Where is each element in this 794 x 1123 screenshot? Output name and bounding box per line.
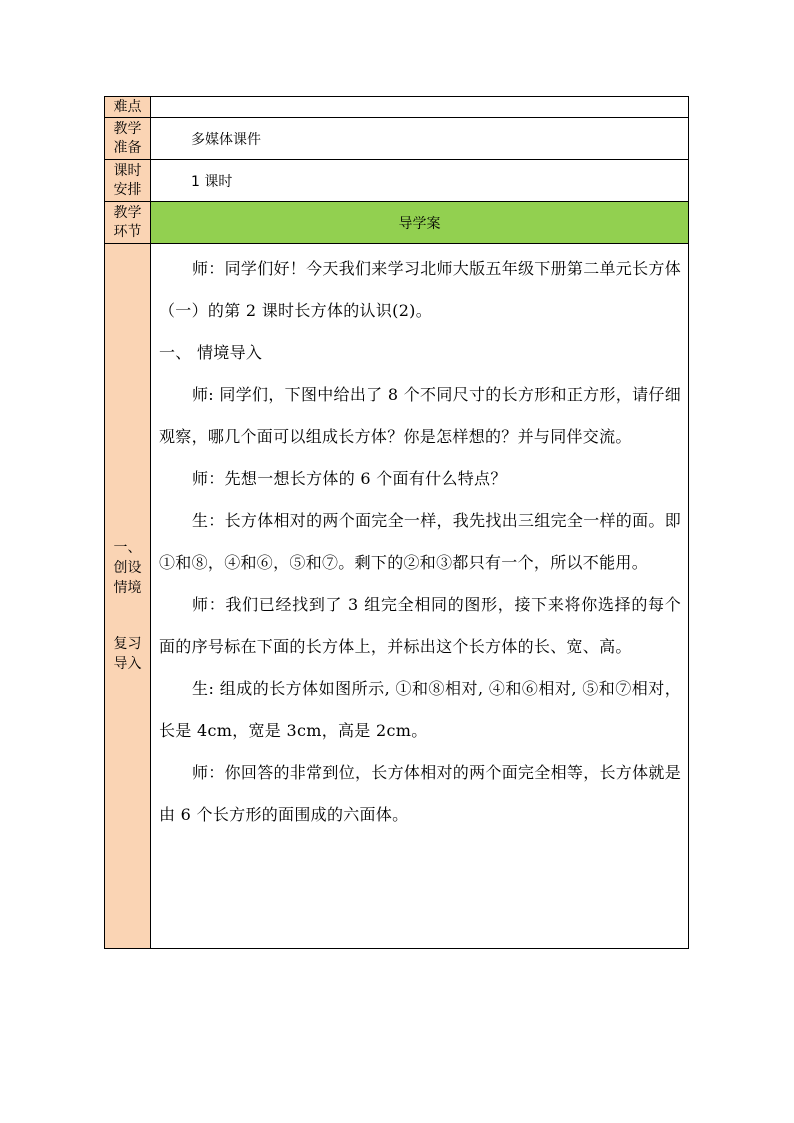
paragraph-student-1: 生：长方体相对的两个面完全一样，我先找出三组完全一样的面。即①和⑧，④和⑥，⑤和⑦。剩下的②和③都只有一个，所以不能用。 xyxy=(159,511,682,572)
paragraph-teacher-2: 师：先想一想长方体的 6 个面有什么特点？ xyxy=(192,469,507,488)
section-label-bottom: 复习 导入 xyxy=(113,636,142,672)
paragraph-greeting: 师：同学们好！今天我们来学习北师大版五年级下册第二单元长方体（一）的第 2 课时长方体的认识(2)。 xyxy=(159,259,682,320)
stage-row xyxy=(105,202,689,244)
prep-value: 多媒体课件 xyxy=(151,118,689,160)
prep-row xyxy=(105,118,689,160)
paragraph-teacher-3: 师：我们已经找到了 3 组完全相同的图形，接下来将你选择的每个面的序号标在下面的长方体上，并标出这个长方体的长、宽、高。 xyxy=(159,595,681,656)
lesson-plan-table xyxy=(104,96,689,949)
content-row xyxy=(105,244,689,949)
paragraph-teacher-1: 师: 同学们，下图中给出了 8 个不同尺寸的长方形和正方形，请仔细观察，哪几个面可以组成长方体？你是怎样想的？并与同伴交流。 xyxy=(159,385,681,446)
hours-label: 课时 安排 xyxy=(105,160,151,202)
difficulty-value xyxy=(151,97,689,118)
prep-label: 教学 准备 xyxy=(105,118,151,160)
stage-label: 教学 环节 xyxy=(105,202,151,244)
section-label xyxy=(105,244,151,949)
paragraph-heading: 一、 情境导入 xyxy=(159,343,263,362)
stage-value: 导学案 xyxy=(151,202,689,244)
paragraph-student-2: 生: 组成的长方体如图所示, ①和⑧相对, ④和⑥相对, ⑤和⑦相对，长是 4cm，宽是 3cm，高是 2cm。 xyxy=(159,679,681,740)
difficulty-label: 难点 xyxy=(105,97,151,118)
paragraph-teacher-4: 师：你回答的非常到位，长方体相对的两个面完全相等，长方体就是由 6 个长方形的面围成的六面体。 xyxy=(159,763,682,824)
difficulty-row xyxy=(105,97,689,118)
section-content xyxy=(151,244,689,949)
hours-row xyxy=(105,160,689,202)
section-label-top: 一、 创设 情境 xyxy=(113,540,142,596)
hours-value: 1 课时 xyxy=(151,160,689,202)
